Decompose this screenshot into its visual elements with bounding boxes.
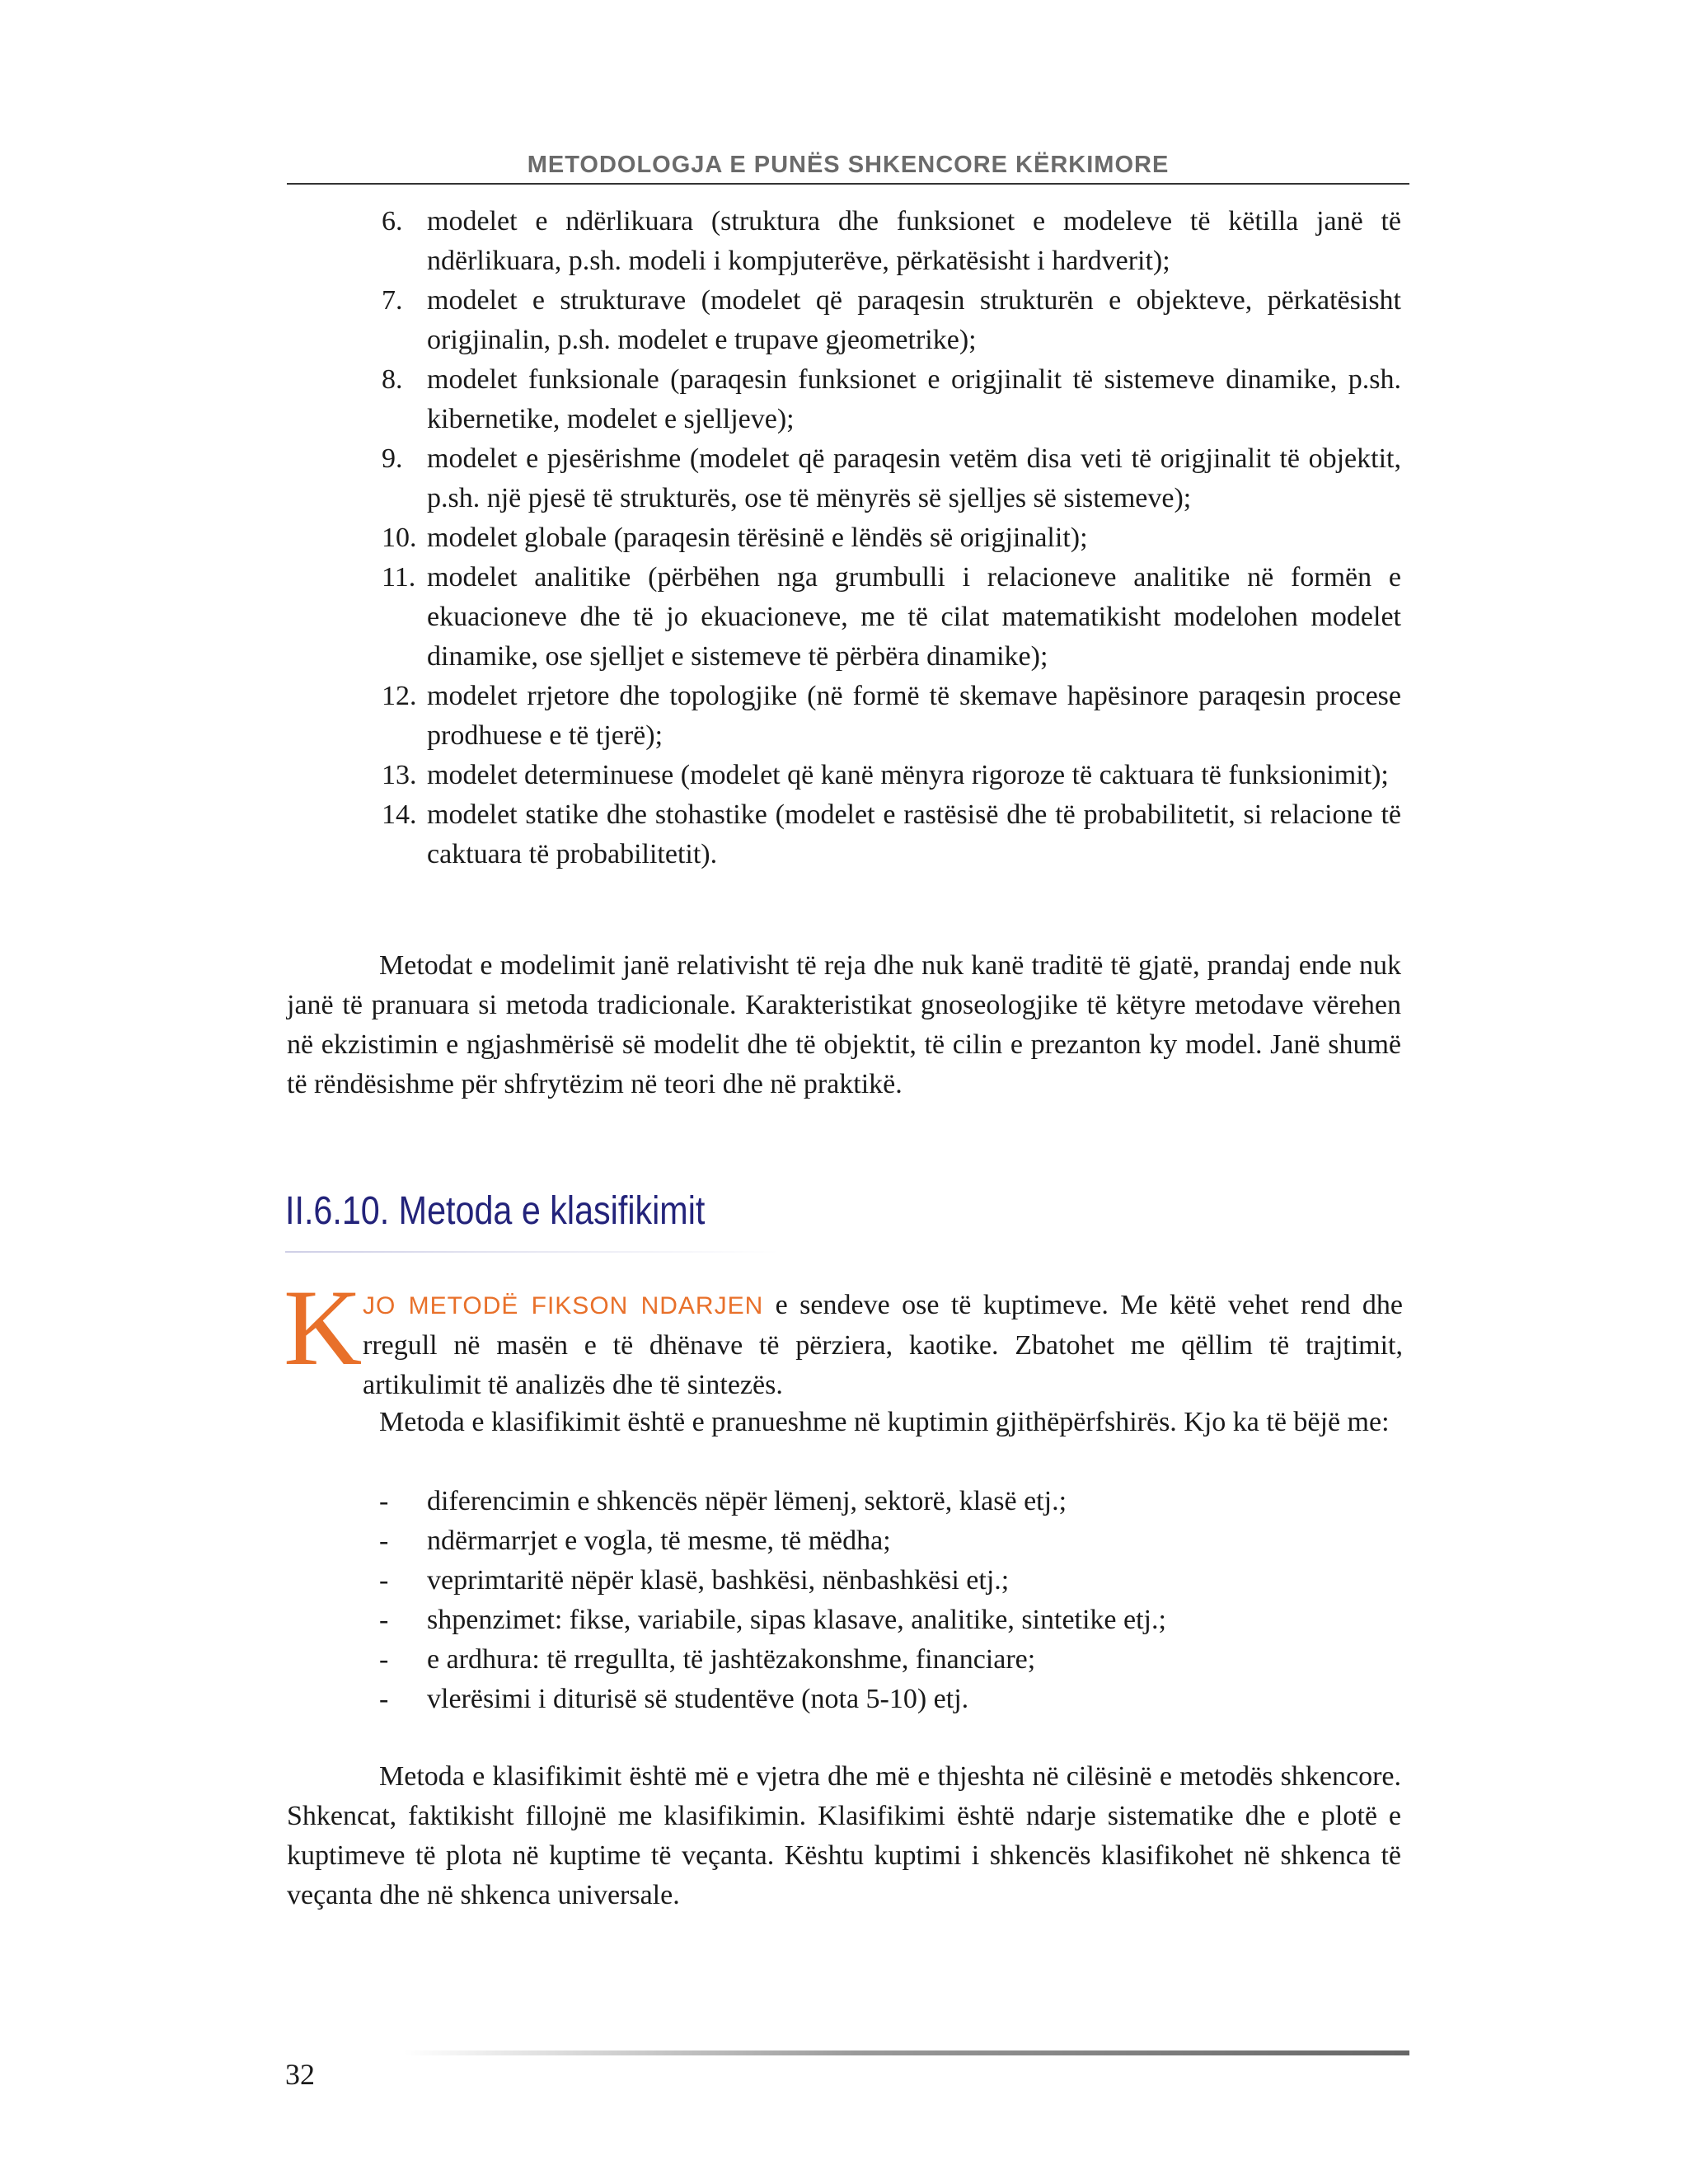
dash-marker: - bbox=[379, 1565, 389, 1596]
model-list bbox=[0, 202, 1688, 874]
paragraph-pranueshme: Metoda e klasifikimit është e pranueshme në kuptimin gjithëpërfshirës. Kjo ka të bëjë me: bbox=[379, 1407, 1390, 1437]
dash-marker: - bbox=[379, 1605, 389, 1635]
drop-cap: K bbox=[284, 1267, 363, 1388]
list-item-text: modelet funksionale (paraqesin funksionet e origjinalit të sistemeve dinamike, p.sh. kibernetike, modelet e sjelljeve); bbox=[427, 364, 1401, 434]
list-item-text: modelet analitike (përbëhen nga grumbulli i relacioneve analitike në formën e ekuacioneve dhe të jo ekuacioneve, me të cilat matematikisht modelohen modelet dinamike, ose sjelljet e sistemeve të përbëra dinamike); bbox=[427, 562, 1401, 672]
list-item-text: modelet rrjetore dhe topologjike (në formë të skemave hapësinore paraqesin procese prodhuese e të tjerë); bbox=[427, 681, 1401, 751]
section-intro bbox=[363, 1286, 1403, 1405]
classification-list bbox=[0, 1482, 1688, 1719]
lead-smallcaps: JO METODË FIKSON NDARJEN bbox=[363, 1292, 764, 1319]
list-item-number: 6. bbox=[382, 206, 403, 237]
list-item-number: 9. bbox=[382, 443, 403, 474]
heading-rule bbox=[285, 1251, 780, 1253]
list-item bbox=[0, 1601, 1688, 1640]
list-item bbox=[0, 1640, 1688, 1680]
footer-rule bbox=[404, 2050, 1409, 2055]
list-item bbox=[0, 1561, 1688, 1601]
list-item bbox=[0, 677, 1401, 756]
list-item-number: 13. bbox=[382, 760, 417, 790]
list-item-text: e ardhura: të rregullta, të jashtëzakonshme, financiare; bbox=[427, 1644, 1036, 1675]
running-title: METODOLOGJA E PUNËS SHKENCORE KËRKIMORE bbox=[527, 152, 1170, 178]
lead-rest: e sendeve ose të kuptimeve. Me këtë vehet rend dhe rregull në masën e të dhënave të përziera, kaotike. Zbatohet me qëllim të trajtimit, artikulimit të analizës dhe të sintezës. bbox=[363, 1290, 1403, 1400]
list-item-number: 7. bbox=[382, 285, 403, 316]
list-item bbox=[0, 1680, 1688, 1719]
list-item-text: modelet e strukturave (modelet që paraqesin strukturën e objekteve, përkatësisht origjinalin, p.sh. modelet e trupave gjeometrike); bbox=[427, 285, 1401, 355]
page-number: 32 bbox=[285, 2058, 315, 2091]
list-item-text: ndërmarrjet e vogla, të mesme, të mëdha; bbox=[427, 1526, 891, 1556]
list-item bbox=[0, 1482, 1688, 1521]
list-item-text: modelet e pjesërishme (modelet që paraqesin vetëm disa veti të origjinalit të objektit, p.sh. një pjesë të strukturës, ose të mënyrës së sjelljes së sistemeve); bbox=[427, 443, 1401, 513]
dash-marker: - bbox=[379, 1644, 389, 1675]
list-item bbox=[0, 1521, 1688, 1561]
list-item-number: 14. bbox=[382, 799, 417, 830]
list-item bbox=[0, 281, 1401, 360]
list-item bbox=[0, 439, 1401, 518]
list-item bbox=[0, 558, 1401, 677]
list-item-text: diferencimin e shkencës nëpër lëmenj, sektorë, klasë etj.; bbox=[427, 1486, 1067, 1516]
list-item-text: modelet e ndërlikuara (struktura dhe funksionet e modeleve të këtilla janë të ndërlikuara, p.sh. modeli i kompjuterëve, përkatësisht i hardverit); bbox=[427, 206, 1401, 276]
list-item-number: 8. bbox=[382, 364, 403, 395]
list-item bbox=[0, 360, 1401, 439]
list-item-text: modelet statike dhe stohastike (modelet e rastësisë dhe të probabilitetit, si relacione të caktuara të probabilitetit). bbox=[427, 799, 1401, 869]
list-item-number: 11. bbox=[382, 562, 416, 593]
dash-marker: - bbox=[379, 1684, 389, 1714]
list-item-text: vlerësimi i diturisë së studentëve (nota 5-10) etj. bbox=[427, 1684, 969, 1714]
list-item-text: modelet globale (paraqesin tërësinë e lëndës së origjinalit); bbox=[427, 523, 1088, 553]
list-item-number: 12. bbox=[382, 681, 417, 711]
list-item-text: shpenzimet: fikse, variabile, sipas klasave, analitike, sintetike etj.; bbox=[427, 1605, 1166, 1635]
running-header bbox=[287, 150, 1409, 185]
paragraph-modelimi: Metodat e modelimit janë relativisht të reja dhe nuk kanë traditë të gjatë, prandaj ende nuk janë të pranuara si metoda tradicionale. Karakteristikat gnoseologjike të këtyre metodave vërehen në ekzistimin e ngjashmërisë së modelit dhe të objektit, të cilin e prezanton ky model. Janë shumë të rëndësishme për shfrytëzim në teori dhe në praktikë. bbox=[287, 950, 1401, 1099]
list-item-text: modelet determinuese (modelet që kanë mënyra rigoroze të caktuara të funksionimit); bbox=[427, 760, 1389, 790]
dash-marker: - bbox=[379, 1526, 389, 1556]
section-heading: II.6.10. Metoda e klasifikimit bbox=[285, 1189, 706, 1233]
list-item-number: 10. bbox=[382, 523, 417, 553]
paragraph-vjetra: Metoda e klasifikimit është më e vjetra dhe më e thjeshta në cilësinë e metodës shkencore. Shkencat, faktikisht fillojnë me klasifikimin. Klasifikimi është ndarje sistematike dhe e plotë e kuptimeve të plota në kuptime të veçanta. Kështu kuptimi i shkencës klasifikohet në shkenca të veçanta dhe në shkenca universale. bbox=[287, 1761, 1401, 1910]
list-item bbox=[0, 795, 1401, 874]
list-item bbox=[0, 202, 1401, 281]
list-item bbox=[0, 518, 1401, 558]
list-item bbox=[0, 756, 1401, 795]
list-item-text: veprimtaritë nëpër klasë, bashkësi, nënbashkësi etj.; bbox=[427, 1565, 1010, 1596]
dash-marker: - bbox=[379, 1486, 389, 1516]
